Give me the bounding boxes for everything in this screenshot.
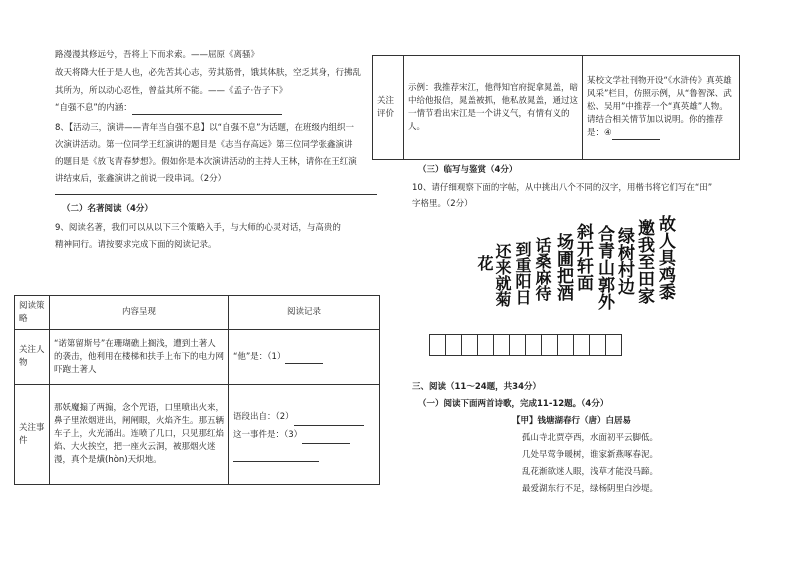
grid-cell[interactable] <box>605 334 622 356</box>
row-record-character <box>229 330 380 385</box>
poem-line-1: 孤山寺北贾亭西，水面初平云脚低。 <box>522 433 659 443</box>
calligraphy-col-2: 邀我至田家 <box>634 219 654 304</box>
row-content-event: 那妖魔搧了两搧，念个咒语，口里喷出火来，鼻子里浓烟迸出，闸闸眼，火焰齐生。那五辆车子上，火光涌出。连喷了几口，只见那红焰焰、大火挨空，把一座火云洞，被那烟火迷漫，真个是熿(hòn)天炽地。 <box>50 385 229 485</box>
answer-2-blank[interactable] <box>294 415 364 426</box>
q8-line-2: 次演讲活动。第一位同学王红演讲的题目是《志当存高远》第三位同学张鑫演讲 <box>55 140 353 150</box>
reading-record-table <box>14 295 380 485</box>
grid-cell[interactable] <box>541 334 558 356</box>
section-3-heading: （三）临写与鉴赏（4分） <box>418 165 518 175</box>
calligraphy-col-3: 绿树村边 <box>614 227 634 295</box>
grid-cell[interactable] <box>525 334 542 356</box>
evaluation-example: 示例：我推荐宋江，他得知官府捉拿晁盖，暗中给他报信，晁盖被抓，他私放晁盖，通过这一情节看出宋江是一个讲义气，有情有义的人。 <box>404 56 583 160</box>
calligraphy-col-7: 话桑麻待 <box>533 237 552 301</box>
meaning-prompt <box>55 101 282 115</box>
calligraphy-col-6: 场圃把酒 <box>553 233 573 301</box>
q8-line-1: 8、【活动三，演讲——青年当自强不息】以“自强不息”为话题，在班级内组织一 <box>55 123 354 133</box>
q8-line-4: 讲结束后，张鑫演讲之前说一段串词。（2分） <box>55 174 227 184</box>
grid-cell[interactable] <box>477 334 494 356</box>
poem-line-2: 几处早莺争暖树，谁家新燕啄春泥。 <box>522 450 659 460</box>
row-record-event <box>229 385 380 485</box>
evaluation-table <box>372 55 740 160</box>
meaning-answer-line[interactable] <box>132 104 282 115</box>
answer-3-blank-cont[interactable] <box>233 451 319 462</box>
row-label-character: 关注人物 <box>15 330 50 385</box>
grid-cell[interactable] <box>573 334 590 356</box>
calligraphy-copybook <box>475 215 675 325</box>
poem-title: 【甲】钱塘湖春行（唐）白居易 <box>512 416 632 426</box>
evaluation-task <box>583 56 740 160</box>
row-label-event: 关注事件 <box>15 385 50 485</box>
answer-3-blank[interactable] <box>302 433 350 444</box>
q10-line-2: 字格里。（2分） <box>412 199 473 209</box>
q10-line-1: 10、请仔细观察下面的字帖，从中挑出八个不同的汉字，用楷书将它们写在“田” <box>412 183 713 193</box>
answer-4-blank[interactable] <box>612 129 660 140</box>
grid-cell[interactable] <box>509 334 526 356</box>
evaluation-task-prompt: 请结合相关情节加以说明。你的推荐是：④ <box>587 115 724 138</box>
record-3-label: 这一事件是：（3） <box>233 429 303 440</box>
evaluation-label: 关注评价 <box>373 56 404 160</box>
calligraphy-col-5: 斜开轩面 <box>573 223 593 291</box>
header-content: 内容呈现 <box>50 296 229 330</box>
part-3-heading: 三、阅读（11～24题，共34分） <box>412 382 541 392</box>
record-2-label: 语段出自：（2） <box>233 411 294 422</box>
calligraphy-col-8: 到重阳日 <box>513 241 532 305</box>
grid-cell[interactable] <box>493 334 510 356</box>
row-content-character: “诺第留斯号”在珊瑚礁上搁浅，遭到土著人的袭击，他利用在楼梯和扶手上布下的电力网吓跑土著人 <box>50 330 229 385</box>
poem-line-3: 乱花渐欲迷人眼，浅草才能没马蹄。 <box>522 467 659 477</box>
grid-cell[interactable] <box>445 334 462 356</box>
record-1-label: “他”是：（1） <box>233 351 286 362</box>
q8-answer-line[interactable] <box>55 194 377 195</box>
sub-1-heading: （一）阅读下面两首诗歌，完成11-12题。（4分） <box>418 399 609 409</box>
q8-line-3: 的题目是《放飞青春梦想》。假如你是本次演讲活动的主持人王林，请你在王红演 <box>55 157 357 167</box>
header-strategy: 阅读策略 <box>15 296 50 330</box>
section-2-heading: （二）名著阅读（4分） <box>62 204 153 214</box>
tianzi-grid[interactable] <box>429 334 649 356</box>
calligraphy-col-9: 还来就菊 <box>493 243 512 307</box>
grid-cell[interactable] <box>557 334 574 356</box>
evaluation-task-text: 某校文学社刊物开设“《水浒传》真英雄风采”栏目，仿照示例，从“鲁智深、武松、吴用”中推荐一个“真英雄”人物。 <box>587 76 732 112</box>
quote-lisao: 路漫漫其修远兮，吾将上下而求索。——屈原《离骚》 <box>55 50 260 60</box>
answer-1-blank[interactable] <box>285 353 323 364</box>
grid-cell[interactable] <box>461 334 478 356</box>
calligraphy-col-10: 花 <box>475 255 494 271</box>
grid-cell[interactable] <box>429 334 446 356</box>
calligraphy-col-1: 故人具鸡黍 <box>655 215 675 300</box>
quote-mencius-1: 故天将降大任于是人也，必先苦其心志，劳其筋骨，饿其体肤，空乏其身，行拂乱 <box>55 68 362 78</box>
header-record: 阅读记录 <box>229 296 380 330</box>
poem-line-4: 最爱湖东行不足，绿杨阴里白沙堤。 <box>522 484 659 494</box>
grid-cell[interactable] <box>589 334 606 356</box>
q9-line-2: 精神同行。请按要求完成下面的阅读记录。 <box>55 240 217 250</box>
calligraphy-col-4: 合青山郭外 <box>594 225 614 310</box>
q9-line-1: 9、阅读名著，我们可以从以下三个策略入手，与大师的心灵对话，与高贵的 <box>55 223 341 233</box>
meaning-label: “自强不息”的内涵： <box>55 103 132 113</box>
quote-mencius-2: 其所为，所以动心忍性，曾益其所不能。——《孟子·告子下》 <box>55 86 288 96</box>
